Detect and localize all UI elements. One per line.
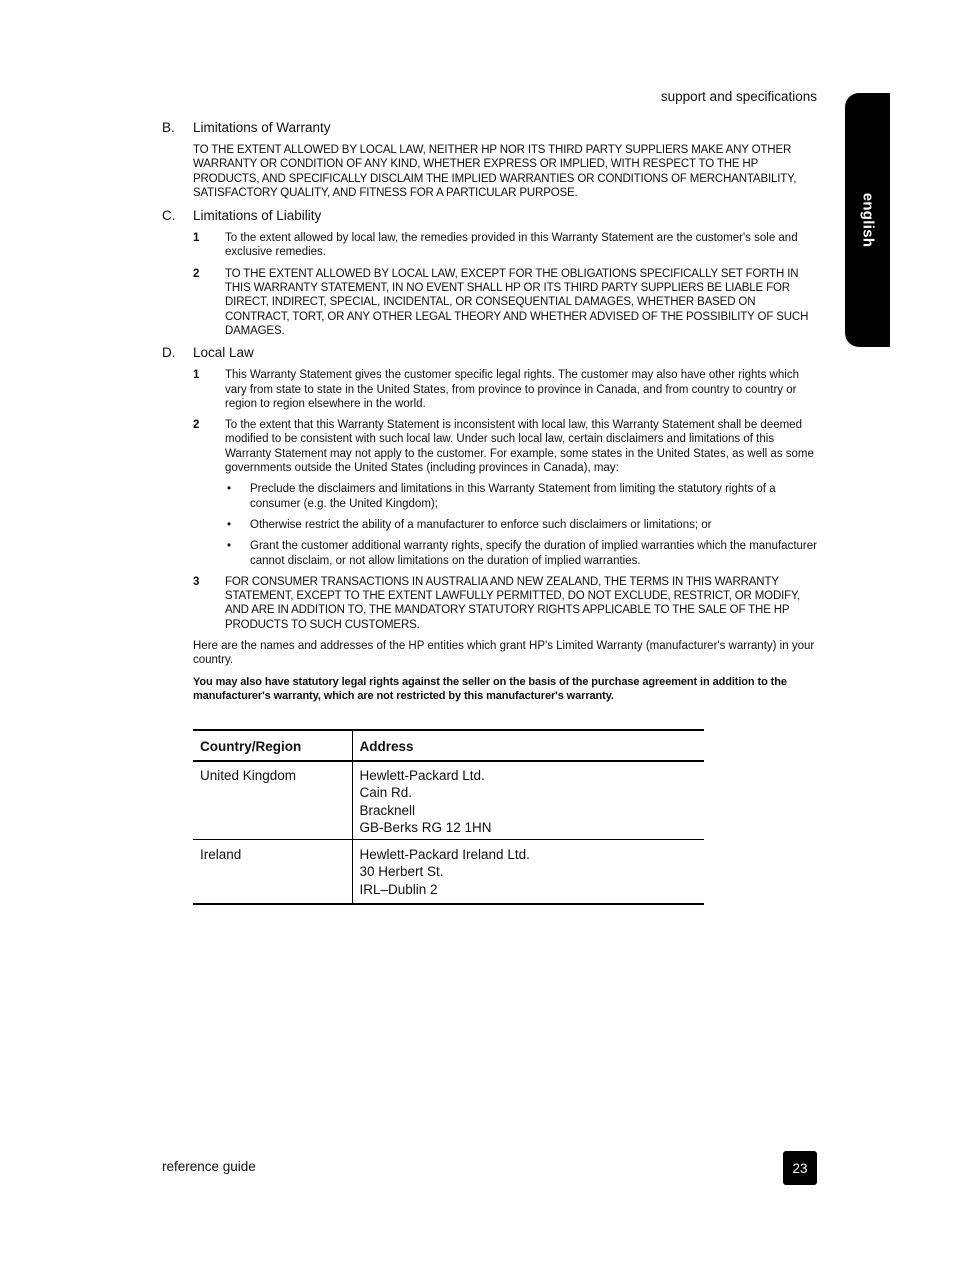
list-item — [193, 575, 818, 632]
section-b-heading — [162, 119, 818, 137]
list-item — [193, 418, 818, 475]
column-header-address: Address — [352, 730, 704, 761]
bullet-icon: • — [227, 483, 232, 496]
section-title: Local Law — [193, 345, 254, 361]
item-number: 1 — [193, 232, 200, 245]
bullet-text: Grant the customer additional warranty rights, specify the duration of implied warranties which the manufacturer cannot disclaim, or not allow limitations on the duration of implied warranties. — [250, 540, 817, 567]
section-letter: C. — [162, 208, 176, 224]
list-item — [193, 231, 818, 260]
item-number: 1 — [193, 369, 200, 382]
section-title: Limitations of Warranty — [193, 120, 331, 135]
bullet-item — [225, 482, 818, 511]
address-cell — [352, 761, 704, 840]
item-number: 2 — [193, 267, 200, 280]
item-text: To the extent allowed by local law, the remedies provided in this Warranty Statement are the customer's sole and exclusive remedies. — [225, 232, 798, 259]
address-line: Hewlett-Packard Ireland Ltd. — [359, 846, 530, 862]
warranty-content — [162, 119, 818, 703]
section-c-heading — [162, 207, 818, 225]
item-text: To the extent that this Warranty Statement is inconsistent with local law, this Warranty Statement shall be deemed modified to be consistent with such local law. Under such local law, certain disclaimers and limitations of this Warranty Statement may not apply to the customer. For example, some states in the United States, as well as some governments outside the United States (including provinces in Canada), may: — [225, 419, 814, 475]
address-line: Cain Rd. — [359, 785, 413, 800]
item-text: This Warranty Statement gives the customer specific legal rights. The customer may also have other rights which vary from state to state in the United States, from province to province in Canada, and from country to country or region to region elsewhere in the world. — [225, 369, 799, 410]
language-tab-label: english — [859, 192, 876, 248]
section-title: Limitations of Liability — [193, 208, 322, 224]
address-line: GB-Berks RG 12 1HN — [359, 820, 492, 835]
running-header: support and specifications — [660, 89, 817, 104]
language-tab — [845, 93, 890, 347]
item-text: FOR CONSUMER TRANSACTIONS IN AUSTRALIA AND NEW ZEALAND, THE TERMS IN THIS WARRANTY STATEMENT, EXCEPT TO THE EXTENT LAWFULLY PERMITTED, DO NOT EXCLUDE, RESTRICT, OR MODIFY, AND ARE IN ADDITION TO, THE MANDATORY STATUTORY RIGHTS APPLICABLE TO THE SALE OF THE HP PRODUCTS TO SUCH CUSTOMERS. — [225, 575, 801, 631]
country-cell: Ireland — [193, 839, 352, 904]
table-header-row — [193, 730, 704, 761]
bullet-icon: • — [227, 518, 232, 531]
page-number: 23 — [783, 1151, 817, 1185]
bullet-icon: • — [227, 540, 232, 553]
footer-guide-name: reference guide — [162, 1159, 256, 1174]
bullet-item — [225, 539, 818, 568]
address-line: Hewlett-Packard Ltd. — [359, 767, 485, 783]
item-number: 2 — [193, 419, 200, 432]
item-text: TO THE EXTENT ALLOWED BY LOCAL LAW, EXCEPT FOR THE OBLIGATIONS SPECIFICALLY SET FORTH IN THIS WARRANTY STATEMENT, IN NO EVENT SHALL HP OR ITS THIRD PARTY SUPPLIERS BE LIABLE FOR DIRECT, INDIRECT, SPECIAL, INCIDENTAL, OR CONSEQUENTIAL DAMAGES, WHETHER BASED ON CONTRACT, TORT, OR ANY OTHER LEGAL THEORY AND WHETHER ADVISED OF THE POSSIBILITY OF SUCH DAMAGES. — [225, 267, 809, 337]
section-letter: D. — [162, 345, 176, 361]
list-item — [193, 368, 818, 411]
column-header-country: Country/Region — [193, 730, 352, 761]
entities-intro: Here are the names and addresses of the HP entities which grant HP's Limited Warranty (manufacturer's warranty) in your country. — [193, 640, 815, 667]
section-letter: B. — [162, 120, 175, 135]
bullet-item — [225, 518, 818, 532]
address-line: 30 Herbert St. — [359, 864, 444, 879]
address-line: IRL–Dublin 2 — [359, 881, 438, 897]
item-number: 3 — [193, 575, 200, 588]
section-d-heading — [162, 344, 818, 362]
table-row — [193, 839, 704, 904]
address-cell — [352, 839, 704, 904]
bullet-text: Preclude the disclaimers and limitations in this Warranty Statement from limiting the statutory rights of a consumer (e.g. the United Kingdom); — [250, 483, 776, 510]
list-item — [193, 267, 818, 338]
table-row — [193, 761, 704, 840]
statutory-note: You may also have statutory legal rights against the seller on the basis of the purchase agreement in addition to the manufacturer's warranty, which are not restricted by this manufacturer's warranty. — [193, 675, 787, 702]
country-cell: United Kingdom — [193, 761, 352, 840]
address-line: Bracknell — [359, 802, 416, 818]
section-b-text: TO THE EXTENT ALLOWED BY LOCAL LAW, NEITHER HP NOR ITS THIRD PARTY SUPPLIERS MAKE ANY OTHER WARRANTY OR CONDITION OF ANY KIND, WHETHER EXPRESS OR IMPLIED, WITH RESPECT TO THE HP PRODUCTS, AND SPECIFICALLY DISCLAIM THE IMPLIED WARRANTIES OR CONDITIONS OF MERCHANTABILITY, SATISFACTORY QUALITY, AND FITNESS FOR A PARTICULAR PURPOSE. — [193, 144, 797, 199]
hp-entities-table — [193, 729, 704, 905]
bullet-text: Otherwise restrict the ability of a manufacturer to enforce such disclaimers or limitations; or — [250, 518, 712, 531]
